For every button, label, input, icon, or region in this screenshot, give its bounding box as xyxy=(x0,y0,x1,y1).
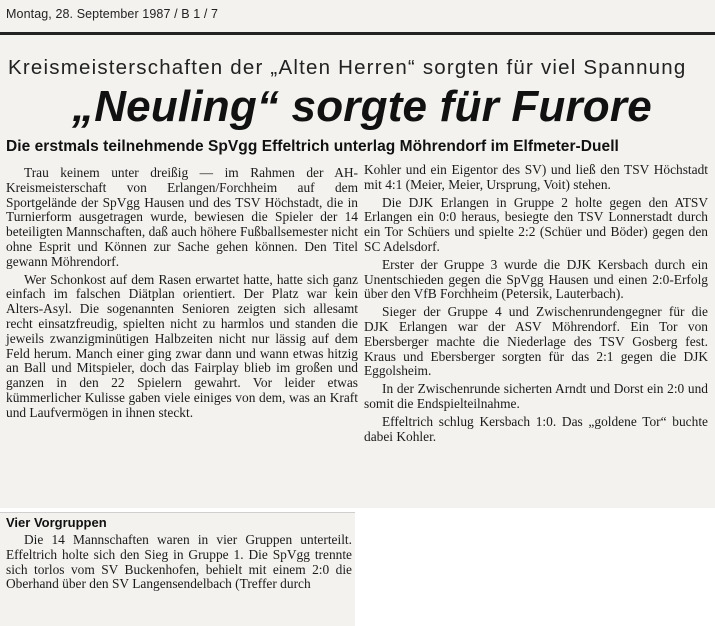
dateline: Montag, 28. September 1987 / B 1 / 7 xyxy=(6,7,219,21)
paragraph: Trau keinem unter dreißig — im Rahmen der AH-Kreismeisterschaft von Erlangen/Forchheim auf dem Sportgelände der SpVgg Hausen und des TSV Höchstadt, die in Turnierform ausgetragen wurde, bewiesen die Spieler der 14 beteiligten Mannschaften, daß auch höhere Fußballsemester nicht ohne Esprit und Können zur Sache gehen können. Den Titel gewann Möhrendorf. xyxy=(6,165,358,269)
headline: „Neuling“ sorgte für Furore xyxy=(72,82,652,131)
paragraph: In der Zwischenrunde sicherten Arndt und Dorst ein 2:0 und somit die Endspielteilnahme. xyxy=(364,381,708,411)
top-rule xyxy=(0,32,715,35)
paragraph: Die DJK Erlangen in Gruppe 2 holte gegen den ATSV Erlangen ein 0:0 heraus, besiegte den TSV Lonnerstadt durch ein Tor Schüers und spielte 2:2 (Schüer und Böder) gegen den SC Adelsdorf. xyxy=(364,194,708,254)
right-column xyxy=(364,163,708,447)
paragraph: Erster der Gruppe 3 wurde die DJK Kersbach durch ein Unentschieden gegen die SpVgg Hausen und einen 2:0-Erfolg über den VfB Forchheim (Petersik, Lauterbach). xyxy=(364,256,708,302)
box-heading: Vier Vorgruppen xyxy=(6,515,107,530)
left-column xyxy=(6,166,358,424)
box-body xyxy=(6,533,352,592)
subheadline: Die erstmals teilnehmende SpVgg Effeltrich unterlag Möhrendorf im Elfmeter-Duell xyxy=(6,138,619,155)
paragraph: Wer Schonkost auf dem Rasen erwartet hatte, hatte sich ganz einfach im falschen Diätplan orientiert. Der Platz war kein Alters-Asyl. Die sogenannten Senioren zeigten sich allesamt recht einsatzfreudig, spielten nicht zu harmlos und standen die jeweils zwanzigminütigen Halbzeiten nicht nur lässig auf dem Feld herum. Manch einer ging zwar dann und wann etwas hitzig an Ball und Mitspieler, doch das Fairplay blieb im großen und ganzen in den 22 Spielern gewahrt. Vor leider etwas kümmerlicher Kulisse gaben viele einiges von dem, was an Kraft und Laufvermögen in ihnen steckt. xyxy=(6,271,358,420)
paragraph: Sieger der Gruppe 4 und Zwischenrundengegner für die DJK Erlangen war der ASV Möhrendorf. Ein Tor von Ebersberger machte die Niederlage des TSV Gosberg fest. Kraus und Ebersberger sorgten für das 2:1 gegen die DJK Eggolsheim. xyxy=(364,304,708,379)
kicker: Kreismeisterschaften der „Alten Herren“ sorgten für viel Spannung xyxy=(8,56,687,79)
paragraph: Effeltrich schlug Kersbach 1:0. Das „goldene Tor“ buchte dabei Kohler. xyxy=(364,413,708,444)
paragraph: Die 14 Mannschaften waren in vier Gruppen unterteilt. Effeltrich holte sich den Sieg in Gruppe 1. Die SpVgg trennte sich torlos vom SV Buckenhofen, behielt mit einem 2:0 die Oberhand über den SV Langensendelbach (Treffer durch xyxy=(6,532,352,592)
sidebar-clipping xyxy=(0,512,355,626)
paragraph: Kohler und ein Eigentor des SV) und ließ den TSV Höchstadt mit 4:1 (Meier, Meier, Ursprung, Voit) stehen. xyxy=(364,162,708,192)
